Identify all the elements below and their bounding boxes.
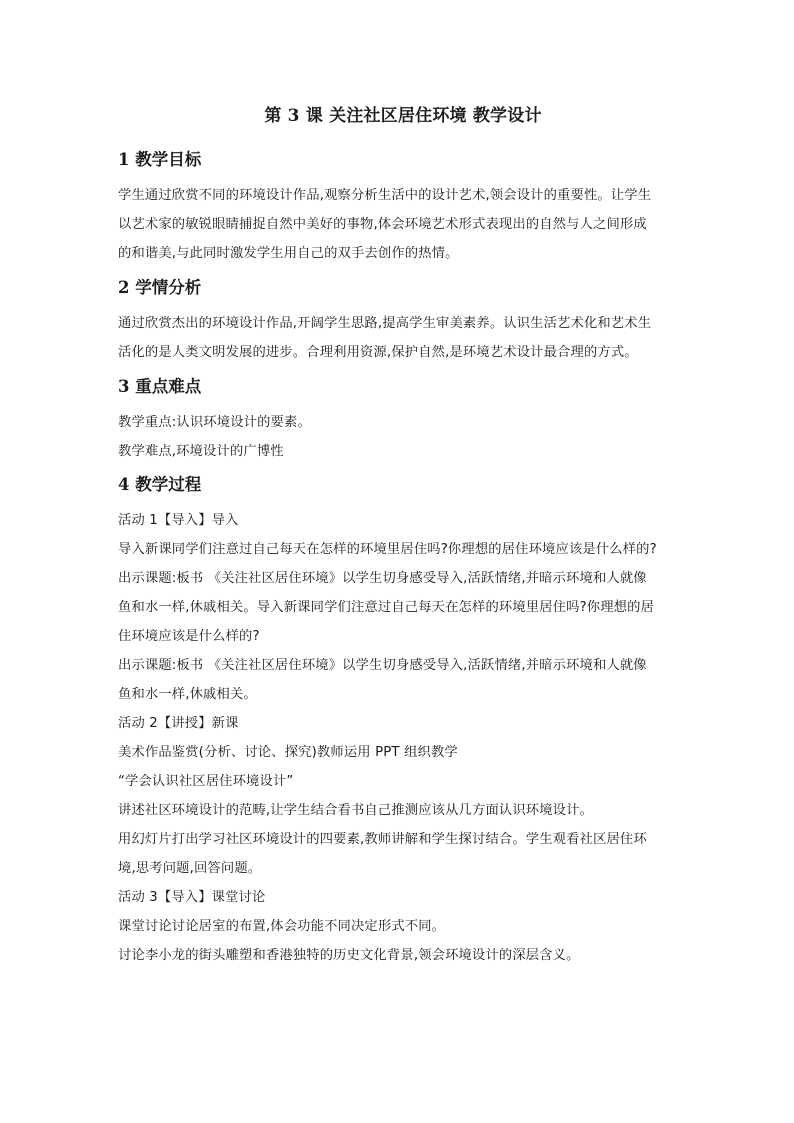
section-learner-analysis — [118, 276, 688, 367]
paragraph-line: 境,思考问题,回答问题。 — [118, 861, 262, 876]
paragraph-line: 教学重点:认识环境设计的要素。 — [118, 415, 311, 430]
document-body — [118, 104, 688, 970]
paragraph-line: 用幻灯片打出学习社区环境设计的四要素,教师讲解和学生探讨结合。学生观看社区居住环 — [118, 832, 647, 847]
section-teaching-objectives — [118, 148, 688, 268]
paragraph-line: 以艺术家的敏锐眼睛捕捉自然中美好的事物,体会环境艺术形式表现出的自然与人之间形成 — [118, 217, 647, 232]
paragraph-line: 美术作品鉴赏(分析、讨论、探究)教师运用 PPT 组织教学 — [118, 745, 458, 760]
section-heading: 4 教学过程 — [118, 475, 202, 494]
paragraph-line: 通过欣赏杰出的环境设计作品,开阔学生思路,提高学生审美素养。认识生活艺术化和艺术生 — [118, 316, 652, 331]
paragraph-line: 活化的是人类文明发展的进步。合理利用资源,保护自然,是环境艺术设计最合理的方式。 — [118, 345, 638, 360]
paragraph-line: 教学难点,环境设计的广博性 — [118, 444, 284, 459]
paragraph-line: 的和谐美,与此同时激发学生用自己的双手去创作的热情。 — [118, 246, 459, 261]
section-key-points — [118, 375, 688, 466]
paragraph-line: 鱼和水一样,休戚相关。 — [118, 687, 257, 702]
activity-heading: 活动 1【导入】导入 — [118, 513, 239, 528]
section-heading: 3 重点难点 — [118, 377, 202, 396]
paragraph-line: 课堂讨论讨论居室的布置,体会功能不同决定形式不同。 — [118, 919, 446, 934]
paragraph-line: 出示课题:板书 《关注社区居住环境》以学生切身感受导入,活跃情绪,并暗示环境和人就像 — [118, 658, 647, 673]
paragraph-line: 讲述社区环境设计的范畴,让学生结合看书自己推测应该从几方面认识环境设计。 — [118, 803, 594, 818]
paragraph-line: 导入新课同学们注意过自己每天在怎样的环境里居住吗?你理想的居住环境应该是什么样的? — [118, 542, 657, 557]
paragraph-line: 出示课题:板书 《关注社区居住环境》以学生切身感受导入,活跃情绪,并暗示环境和人就像 — [118, 571, 647, 586]
activity-heading: 活动 3【导入】课堂讨论 — [118, 890, 266, 905]
document-title: 第 3 课 关注社区居住环境 教学设计 — [264, 106, 542, 126]
section-heading: 2 学情分析 — [118, 278, 202, 297]
paragraph-line: 住环境应该是什么样的? — [118, 629, 260, 644]
paragraph-line: “学会认识社区居住环境设计” — [118, 774, 294, 789]
section-heading: 1 教学目标 — [118, 150, 202, 169]
section-teaching-process — [118, 473, 688, 970]
activity-heading: 活动 2【讲授】新课 — [118, 716, 239, 731]
paragraph-line: 讨论李小龙的街头雕塑和香港独特的历史文化背景,领会环境设计的深层含义。 — [118, 948, 580, 963]
paragraph-line: 鱼和水一样,休戚相关。导入新课同学们注意过自己每天在怎样的环境里居住吗?你理想的居 — [118, 600, 655, 615]
paragraph-line: 学生通过欣赏不同的环境设计作品,观察分析生活中的设计艺术,领会设计的重要性。让学生 — [118, 188, 652, 203]
